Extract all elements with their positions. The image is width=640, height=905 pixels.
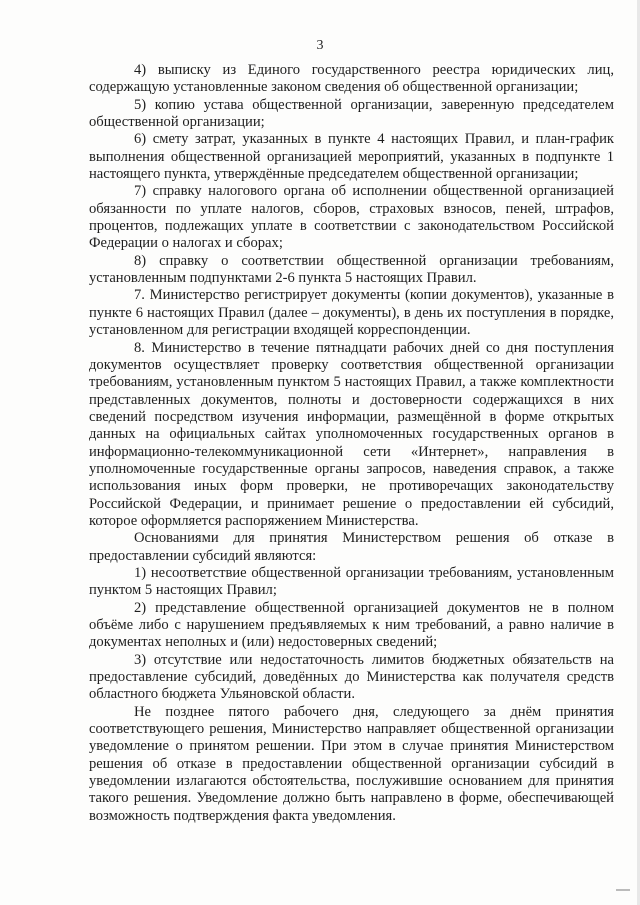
document-body	[89, 62, 614, 825]
scan-corner-mark	[616, 889, 630, 891]
page-number: 3	[316, 38, 324, 53]
paragraph-ground-3: 3) отсутствие или недостаточность лимитов бюджетных обязательств на предоставление субсидий, доведённых до Министерства как получателя средств областного бюджета Ульяновской области.	[89, 651, 614, 703]
paragraph-item-4: 4) выписку из Единого государственного реестра юридических лиц, содержащую установленные законом сведения об общественной организации;	[89, 62, 614, 96]
paragraph-item-6: 6) смету затрат, указанных в пункте 4 настоящих Правил, и план-график выполнения общественной организацией мероприятий, указанных в подпункте 1 настоящего пункта, утверждённые председателем общественной организации;	[89, 131, 614, 183]
paragraph-refusal-grounds: Основаниями для принятия Министерством решения об отказе в предоставлении субсидий являются:	[89, 530, 614, 564]
paragraph-clause-8: 8. Министерство в течение пятнадцати рабочих дней со дня поступления документов осуществляет проверку соответствия общественной организации требованиям, установленным пунктом 5 настоящих Правил, а также комплектности представленных документов, полноты и достоверности содержащихся в них сведений посредством изучения информации, размещённой в форме открытых данных на официальных сайтах уполномоченных государственных органов в информационно-телекоммуникационной сети «Интернет», направления в уполномоченные государственные органы запросов, наведения справок, а также использования иных форм проверки, не противоречащих законодательству Российской Федерации, и принимает решение о предоставлении ей субсидий, которое оформляется распоряжением Министерства.	[89, 339, 614, 529]
paragraph-item-5: 5) копию устава общественной организации, заверенную председателем общественной организации;	[89, 96, 614, 131]
paragraph-clause-7: 7. Министерство регистрирует документы (копии документов), указанные в пункте 6 настоящих Правил (далее – документы), в день их поступления в порядке, установленном для регистрации входящей корреспонденции.	[89, 287, 614, 339]
paragraph-ground-1: 1) несоответствие общественной организации требованиям, установленным пунктом 5 настоящих Правил;	[89, 564, 614, 599]
paragraph-ground-2: 2) представление общественной организацией документов не в полном объёме либо с нарушением предъявляемых к ним требований, а равно наличие в документах неполных и (или) недостоверных сведений;	[89, 599, 614, 651]
paragraph-notification: Не позднее пятого рабочего дня, следующего за днём принятия соответствующего решения, Министерство направляет общественной организации уведомление о принятом решении. При этом в случае принятия Министерством решения об отказе в предоставлении общественной организации субсидий в уведомлении излагаются обстоятельства, послужившие основанием для принятия такого решения. Уведомление должно быть направлено в форме, обеспечивающей возможность подтверждения факта уведомления.	[89, 703, 614, 824]
paragraph-item-8: 8) справку о соответствии общественной организации требованиям, установленным подпунктами 2-6 пункта 5 настоящих Правил.	[89, 252, 614, 287]
paragraph-item-7: 7) справку налогового органа об исполнении общественной организацией обязанности по уплате налогов, сборов, страховых взносов, пеней, штрафов, процентов, подлежащих уплате в соответствии с законодательством Российской Федерации о налогах и сборах;	[89, 183, 614, 252]
